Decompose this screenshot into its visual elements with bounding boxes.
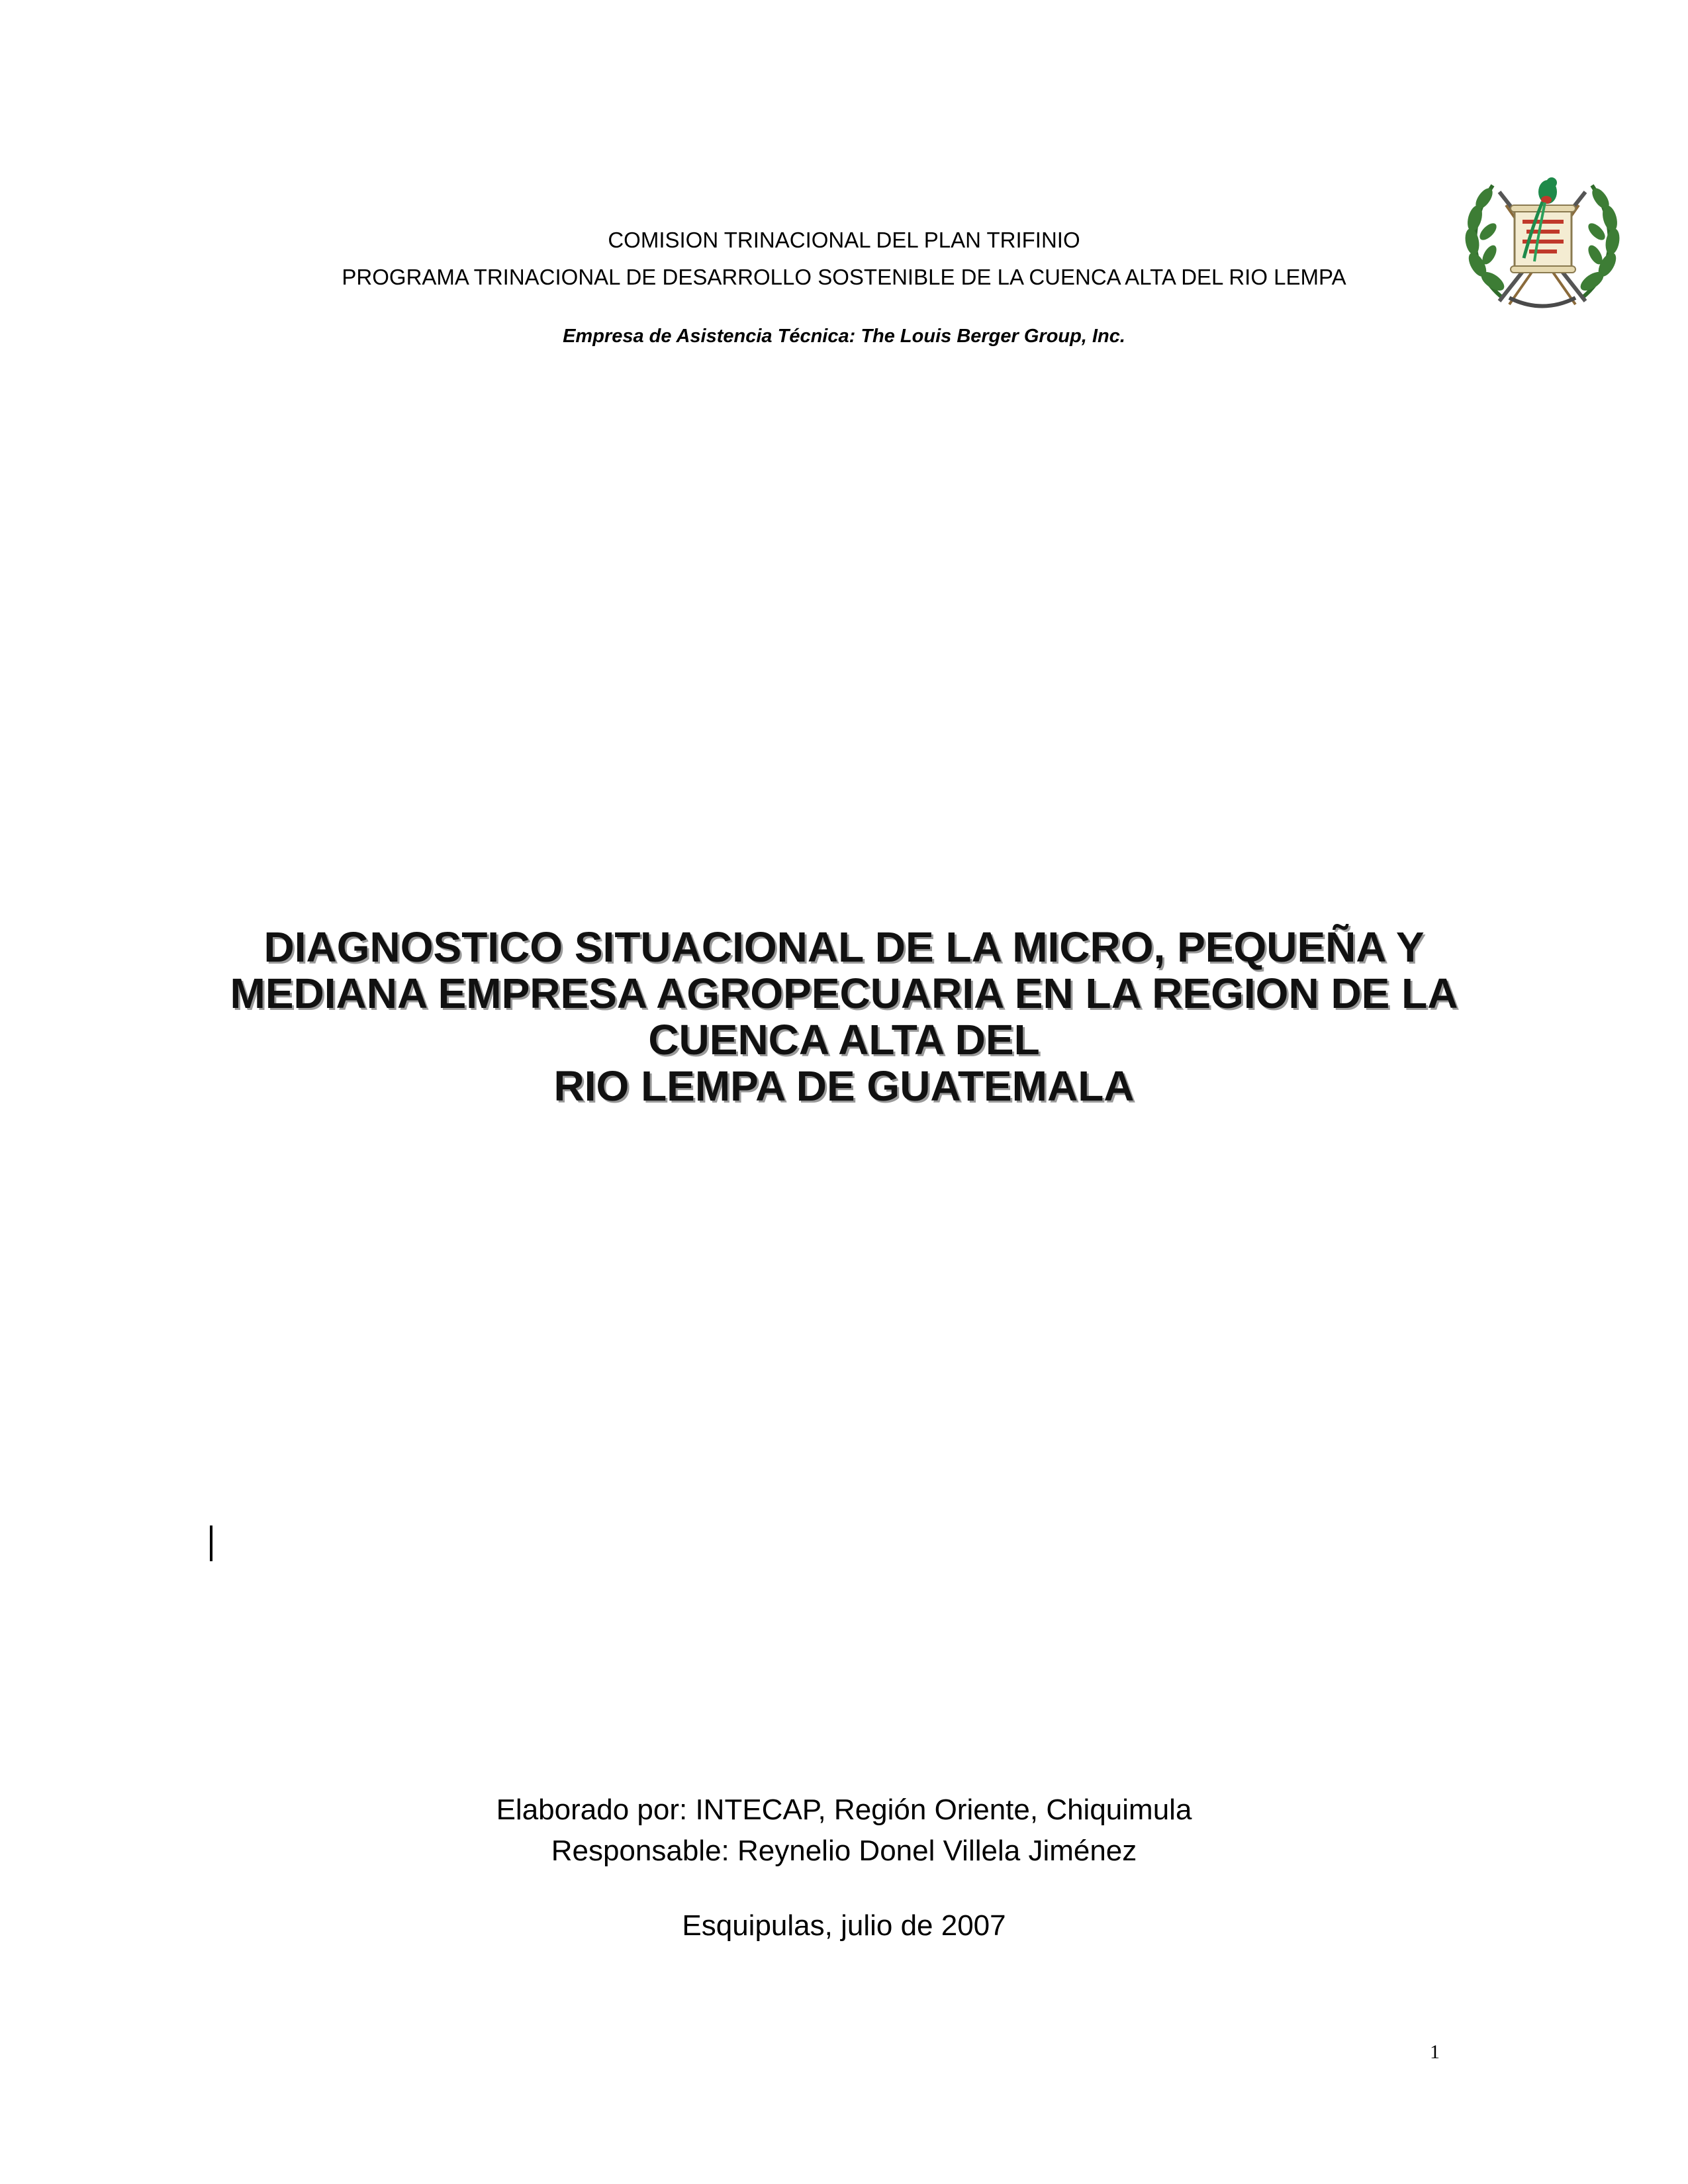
- guatemala-coat-of-arms-icon: [1463, 165, 1622, 318]
- header-program: PROGRAMA TRINACIONAL DE DESARROLLO SOSTENIBLE DE LA CUENCA ALTA DEL RIO LEMPA: [342, 265, 1346, 289]
- elaborado-por: Elaborado por: INTECAP, Región Oriente, Chiquimula: [496, 1794, 1192, 1826]
- title-line-3: CUENCA ALTA DEL: [648, 1016, 1040, 1064]
- header-technical-assistance: Empresa de Asistencia Técnica: The Louis Berger Group, Inc.: [563, 326, 1125, 347]
- title-line-2: MEDIANA EMPRESA AGROPECUARIA EN LA REGION DE LA: [230, 970, 1458, 1017]
- page-number: 1: [1430, 2041, 1440, 2063]
- text-cursor: [210, 1525, 212, 1561]
- title-line-1: DIAGNOSTICO SITUACIONAL DE LA MICRO, PEQUEÑA Y: [263, 923, 1425, 971]
- document-title: [199, 924, 1489, 1109]
- header-organization: COMISION TRINACIONAL DEL PLAN TRIFINIO: [608, 228, 1080, 252]
- title-line-4: RIO LEMPA DE GUATEMALA: [553, 1062, 1135, 1110]
- place-date: Esquipulas, julio de 2007: [682, 1909, 1006, 1942]
- responsable: Responsable: Reynelio Donel Villela Jiménez: [551, 1835, 1137, 1867]
